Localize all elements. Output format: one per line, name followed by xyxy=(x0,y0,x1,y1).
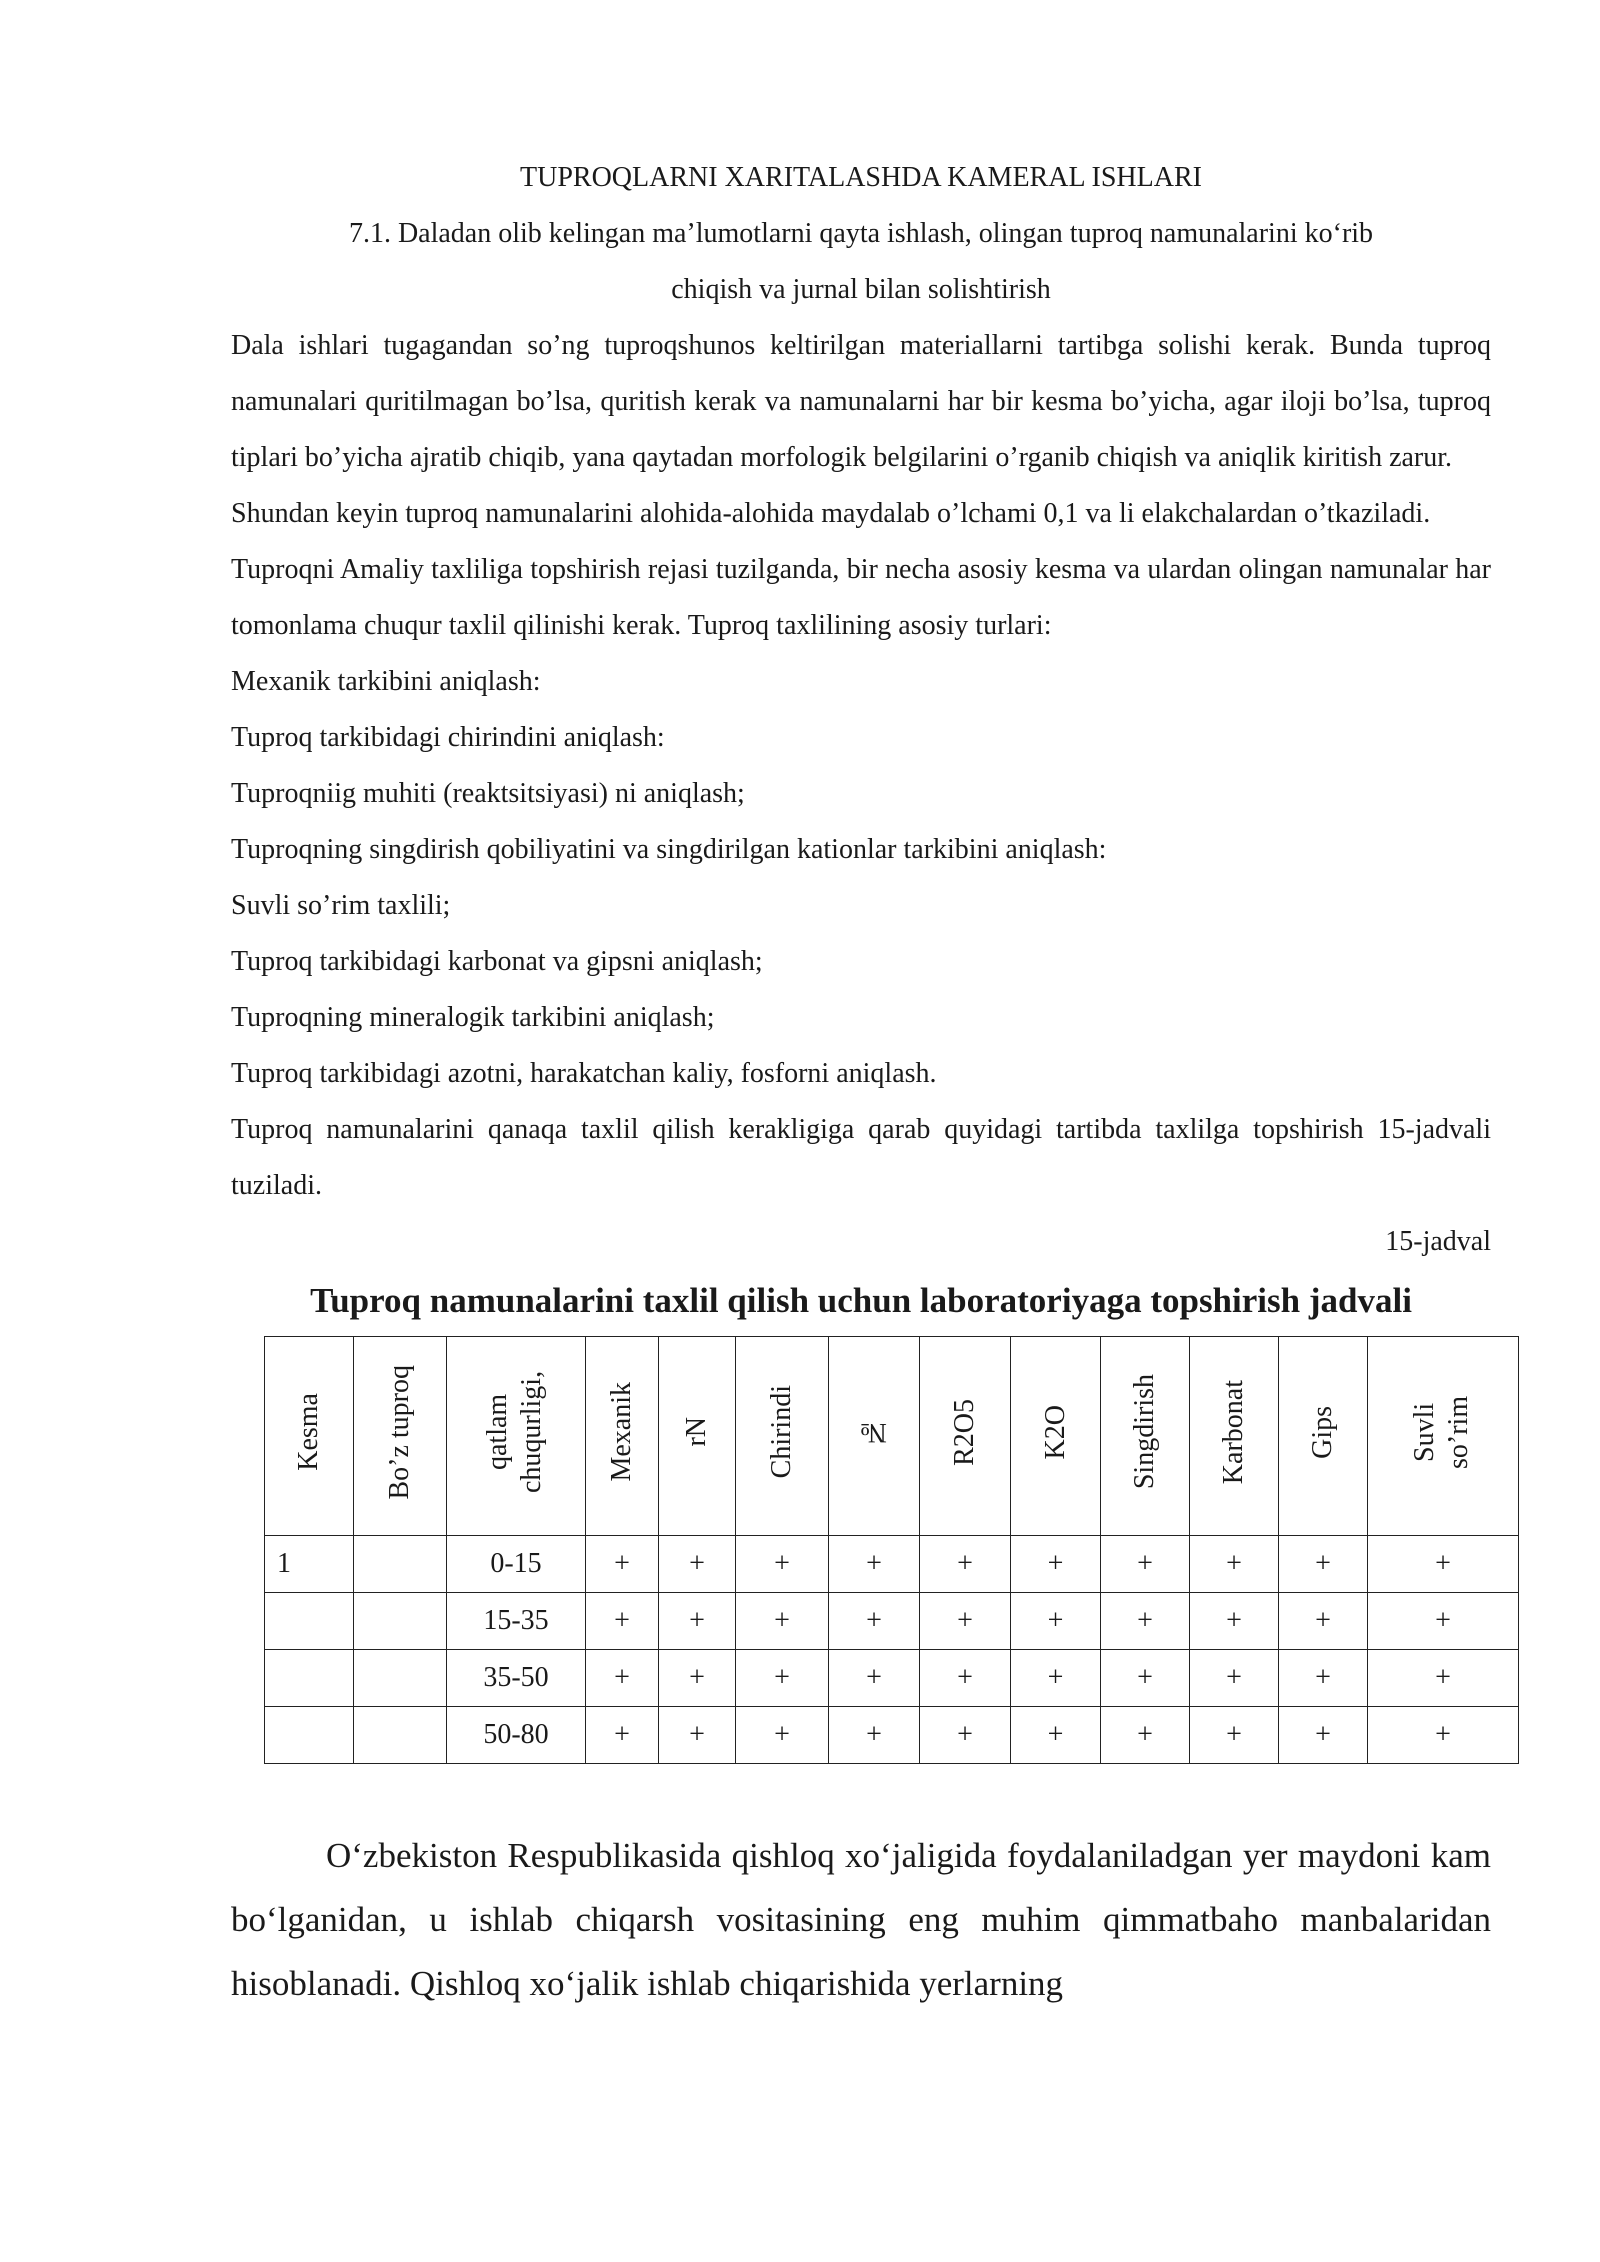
table-row xyxy=(265,1650,1519,1707)
table-cell: 50-80 xyxy=(447,1707,586,1764)
table-cell: + xyxy=(586,1650,659,1707)
table-cell: + xyxy=(1368,1650,1519,1707)
table-cell: + xyxy=(920,1707,1011,1764)
table-cell: + xyxy=(736,1650,829,1707)
lab-submission-table xyxy=(264,1336,1519,1764)
table-cell: + xyxy=(1101,1536,1190,1593)
header-qatlam: qatlam chuqurligi, xyxy=(447,1337,586,1536)
header-singdirish: Singdirish xyxy=(1101,1337,1190,1536)
table-title: Tuproq namunalarini taxlil qilish uchun laboratoriyaga topshirish jadvali xyxy=(310,1281,1412,1320)
table-cell: + xyxy=(1190,1650,1279,1707)
table-cell: + xyxy=(1190,1593,1279,1650)
header-chirindi: Chirindi xyxy=(736,1337,829,1536)
table-cell xyxy=(265,1593,354,1650)
header-r2o5: R2O5 xyxy=(920,1337,1011,1536)
list-item-water-extract: Suvli so’rim taxlili; xyxy=(231,890,451,921)
table-cell: 15-35 xyxy=(447,1593,586,1650)
table-header-row xyxy=(265,1337,1519,1536)
section-title-line-2: chiqish va jurnal bilan solishtirish xyxy=(671,274,1051,305)
table-cell: + xyxy=(736,1536,829,1593)
table-cell: + xyxy=(829,1707,920,1764)
table-cell: + xyxy=(659,1536,736,1593)
table-cell: + xyxy=(829,1650,920,1707)
table-cell: + xyxy=(1279,1707,1368,1764)
table-cell: + xyxy=(920,1536,1011,1593)
table-cell: + xyxy=(920,1593,1011,1650)
table-cell xyxy=(354,1593,447,1650)
table-cell: + xyxy=(1368,1536,1519,1593)
list-item-reaction: Tuproqniig muhiti (reaktsitsiyasi) ni aniqlash; xyxy=(231,778,745,809)
document-heading: TUPROQLARNI XARITALASHDA KAMERAL ISHLARI xyxy=(520,162,1202,193)
table-cell: + xyxy=(1279,1536,1368,1593)
table-row xyxy=(265,1593,1519,1650)
closing-paragraph: O‘zbekiston Respublikasida qishloq xo‘jaligida foydalaniladgan yer maydoni kam bo‘lganidan, u ishlab chiqarsh vositasining eng muhim qimmatbaho manbalaridan hisoblanadi. Qishloq xo‘jalik ishlab chiqarishida yerlarning xyxy=(231,1836,1491,2003)
table-cell: + xyxy=(1368,1593,1519,1650)
table-cell: + xyxy=(1368,1707,1519,1764)
paragraph-table-intro: Tuproq namunalarini qanaqa taxlil qilish kerakligiga qarab quyidagi tartibda taxlilga topshirish 15-jadvali tuziladi. xyxy=(231,1114,1491,1201)
list-item-humus: Tuproq tarkibidagi chirindini aniqlash: xyxy=(231,722,665,753)
table-cell: + xyxy=(920,1650,1011,1707)
table-cell: + xyxy=(1011,1707,1101,1764)
table-cell: + xyxy=(1011,1536,1101,1593)
table-cell xyxy=(354,1707,447,1764)
header-boz-tuproq: Bo’z tuproq xyxy=(354,1337,447,1536)
table-cell: + xyxy=(1101,1707,1190,1764)
section-title-line-1: 7.1. Daladan olib kelingan ma’lumotlarni qayta ishlash, olingan tuproq namunalarini ko‘rib xyxy=(348,218,1374,249)
paragraph-analysis-plan: Tuproqni Amaliy taxliliga topshirish rejasi tuzilganda, bir necha asosiy kesma va ulardan olingan namunalar har tomonlama chuqur taxlil qilinishi kerak. Tuproq taxlilining asosiy turlari: xyxy=(231,554,1491,641)
table-cell: + xyxy=(736,1593,829,1650)
header-mexanik: Mexanik xyxy=(586,1337,659,1536)
paragraph-intro: Dala ishlari tugagandan so’ng tuproqshunos keltirilgan materiallarni tartibga solishi kerak. Bunda tuproq namunalari quritilmagan bo’lsa, quritish kerak va namunalarni har bir kesma bo’yicha, agar iloji bo’lsa, tuproq tiplari bo’yicha ajratib chiqib, yana qaytadan morfologik belgilarini o’rganib chiqish va aniqlik kiritish zarur. xyxy=(231,330,1491,473)
header-number: № xyxy=(829,1337,920,1536)
list-item-absorption: Tuproqning singdirish qobiliyatini va singdirilgan kationlar tarkibini aniqlash: xyxy=(231,834,1107,865)
header-kesma: Kesma xyxy=(265,1337,354,1536)
table-cell: + xyxy=(736,1707,829,1764)
header-gips: Gips xyxy=(1279,1337,1368,1536)
header-suvli-sorim: Suvli so’rim xyxy=(1368,1337,1519,1536)
table-cell xyxy=(265,1707,354,1764)
paragraph-sieving: Shundan keyin tuproq namunalarini alohida-alohida maydalab o’lchami 0,1 va li elakchalardan o’tkaziladi. xyxy=(231,498,1431,529)
table-cell: + xyxy=(1190,1536,1279,1593)
table-cell: + xyxy=(586,1536,659,1593)
table-cell: + xyxy=(1101,1593,1190,1650)
table-cell: + xyxy=(659,1707,736,1764)
table-row xyxy=(265,1707,1519,1764)
table-cell: + xyxy=(586,1707,659,1764)
list-item-mechanical: Mexanik tarkibini aniqlash: xyxy=(231,666,541,697)
table-cell: 0-15 xyxy=(447,1536,586,1593)
table-cell: + xyxy=(586,1593,659,1650)
table-cell: + xyxy=(1279,1650,1368,1707)
table-cell: + xyxy=(659,1593,736,1650)
header-karbonat: Karbonat xyxy=(1190,1337,1279,1536)
document-page xyxy=(231,150,1491,2016)
table-cell: + xyxy=(1279,1593,1368,1650)
table-cell: + xyxy=(829,1536,920,1593)
table-cell xyxy=(354,1536,447,1593)
table-cell: + xyxy=(1011,1650,1101,1707)
table-cell xyxy=(354,1650,447,1707)
list-item-carbonate: Tuproq tarkibidagi karbonat va gipsni aniqlash; xyxy=(231,946,763,977)
list-item-mineralogy: Tuproqning mineralogik tarkibini aniqlash; xyxy=(231,1002,715,1033)
table-cell: + xyxy=(829,1593,920,1650)
table-cell: + xyxy=(1011,1593,1101,1650)
header-k2o: K2O xyxy=(1011,1337,1101,1536)
table-cell: 35-50 xyxy=(447,1650,586,1707)
table-cell: + xyxy=(1190,1707,1279,1764)
table-cell xyxy=(265,1650,354,1707)
list-item-nitrogen: Tuproq tarkibidagi azotni, harakatchan kaliy, fosforni aniqlash. xyxy=(231,1058,937,1089)
table-cell: + xyxy=(659,1650,736,1707)
table-row xyxy=(265,1536,1519,1593)
table-label: 15-jadval xyxy=(1385,1226,1491,1257)
table-cell: + xyxy=(1101,1650,1190,1707)
header-rn: rN xyxy=(659,1337,736,1536)
table-cell: 1 xyxy=(265,1536,354,1593)
